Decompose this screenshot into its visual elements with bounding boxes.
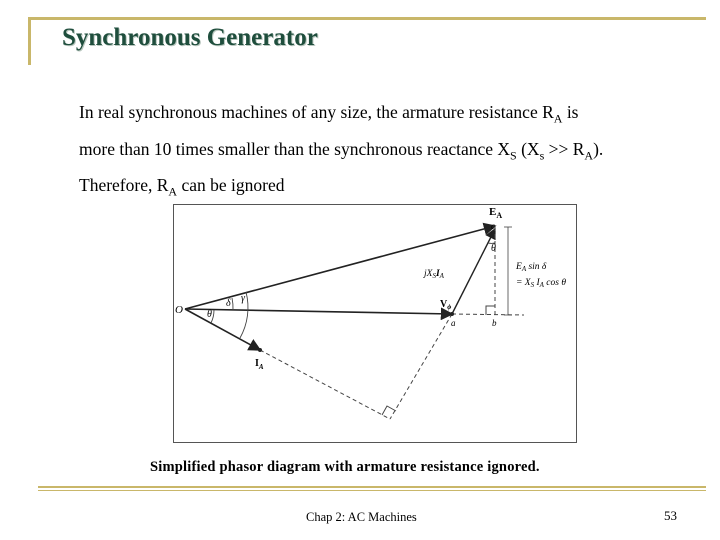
footer-chapter-text: Chap 2: AC Machines <box>306 510 417 524</box>
frame-left-rule <box>28 17 31 65</box>
label-jxs-ia: $jX_SI_A$ <box>424 269 444 280</box>
paragraph-line-1: In real synchronous machines of any size, the armature resistance $R_A$ is <box>79 102 579 126</box>
footer-rule-thin <box>38 490 706 491</box>
label-c: c <box>491 221 495 231</box>
phasor-diagram <box>174 205 576 442</box>
point-ia <box>258 348 262 352</box>
label-delta: δ <box>226 298 231 309</box>
label-eq-line2: = $X_S$ $I_A$ cos θ <box>516 278 567 289</box>
label-eq-line1: $E_A$ sin δ <box>516 262 547 273</box>
paragraph-line-3: Therefore, $R_A$ can be ignored <box>79 175 285 199</box>
right-angle-b <box>486 306 495 315</box>
label-theta-top: θ <box>491 243 496 254</box>
label-v: $V_\phi$ <box>440 299 452 311</box>
page-number: 53 <box>664 508 677 523</box>
label-a: a <box>451 318 456 328</box>
label-o: O <box>175 304 183 316</box>
figure-caption: Simplified phasor diagram with armature resistance ignored. <box>150 459 540 475</box>
label-gamma: γ <box>241 293 245 304</box>
slide-title: Synchronous Generator <box>62 24 318 51</box>
body-paragraph <box>79 97 699 207</box>
a-perpendicular-dashed <box>390 314 452 419</box>
label-e: $E_A$ <box>489 206 503 220</box>
delta-arc <box>232 298 233 310</box>
v-phasor-line <box>185 309 452 314</box>
label-b: b <box>492 318 497 328</box>
label-theta-left: θ <box>207 309 212 320</box>
paragraph-line-2: more than 10 times smaller than the synchronous reactance $X_S$ $(X_s >> R_A)$. <box>79 138 604 162</box>
footer-rule-thick <box>38 486 706 488</box>
v-extension-dashed <box>452 314 524 315</box>
label-ia: $I_A$ <box>255 358 264 371</box>
right-angle-bottom <box>382 406 396 415</box>
ia-phasor-line <box>185 309 260 350</box>
point-a <box>450 312 454 316</box>
phasor-diagram-figure <box>173 204 577 443</box>
jxs-ia-phasor-line <box>452 229 495 314</box>
frame-top-rule <box>28 17 706 20</box>
ia-extension-dashed <box>260 350 390 419</box>
ea-phasor-line <box>185 226 495 309</box>
